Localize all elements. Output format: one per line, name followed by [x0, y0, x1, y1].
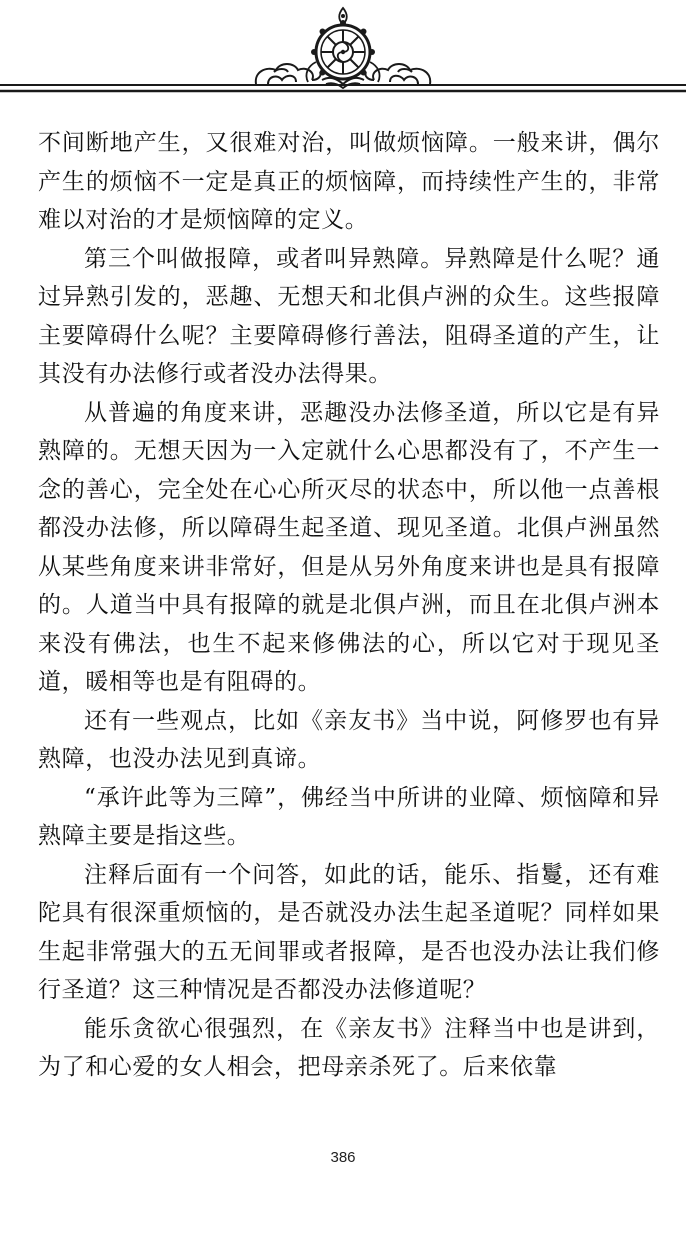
dharma-wheel-ornament-icon [0, 0, 686, 112]
paragraph-1: 不间断地产生，又很难对治，叫做烦恼障。一般来讲，偶尔产生的烦恼不一定是真正的烦恼障，而持续性产生的，非常难以对治的才是烦恼障的定义。 [38, 130, 660, 233]
right-cloud-scroll-icon [365, 64, 430, 84]
left-cloud-scroll-icon [256, 64, 321, 84]
page-number: 386 [330, 1149, 356, 1166]
paragraph-2: 第三个叫做报障，或者叫异熟障。异熟障是什么呢？通过异熟引发的，恶趣、无想天和北俱卢洲的众生。这些报障主要障碍什么呢？主要障碍修行善法，阻碍圣道的产生，让其没有办法修行或者没办法得果。 [38, 245, 660, 387]
paragraph-6: 注释后面有一个问答，如此的话，能乐、指鬘，还有难陀具有很深重烦恼的，是否就没办法生起圣道呢？同样如果生起非常强大的五无间罪或者报障，是否也没办法让我们修行圣道？这三种情况是否都没办法修道呢？ [38, 861, 660, 1003]
paragraph-3: 从普遍的角度来讲，恶趣没办法修圣道，所以它是有异熟障的。无想天因为一入定就什么心思都没有了，不产生一念的善心，完全处在心心所灭尽的状态中，所以他一点善根都没办法修，所以障碍生起圣道、现见圣道。北俱卢洲虽然从某些角度来讲非常好，但是从另外角度来讲也是具有报障的。人道当中具有报障的就是北俱卢洲，而且在北俱卢洲本来没有佛法，也生不起来修佛法的心，所以它对于现见圣道，暖相等也是有阻碍的。 [38, 399, 660, 695]
page-body-text [38, 124, 660, 1087]
paragraph-4: 还有一些观点，比如《亲友书》当中说，阿修罗也有异熟障，也没办法见到真谛。 [38, 707, 660, 772]
dharma-wheel-icon [306, 8, 379, 88]
paragraph-7: 能乐贪欲心很强烈，在《亲友书》注释当中也是讲到，为了和心爱的女人相会，把母亲杀死了。后来依靠 [38, 1015, 660, 1080]
paragraph-5: “承许此等为三障”，佛经当中所讲的业障、烦恼障和异熟障主要是指这些。 [38, 784, 660, 849]
